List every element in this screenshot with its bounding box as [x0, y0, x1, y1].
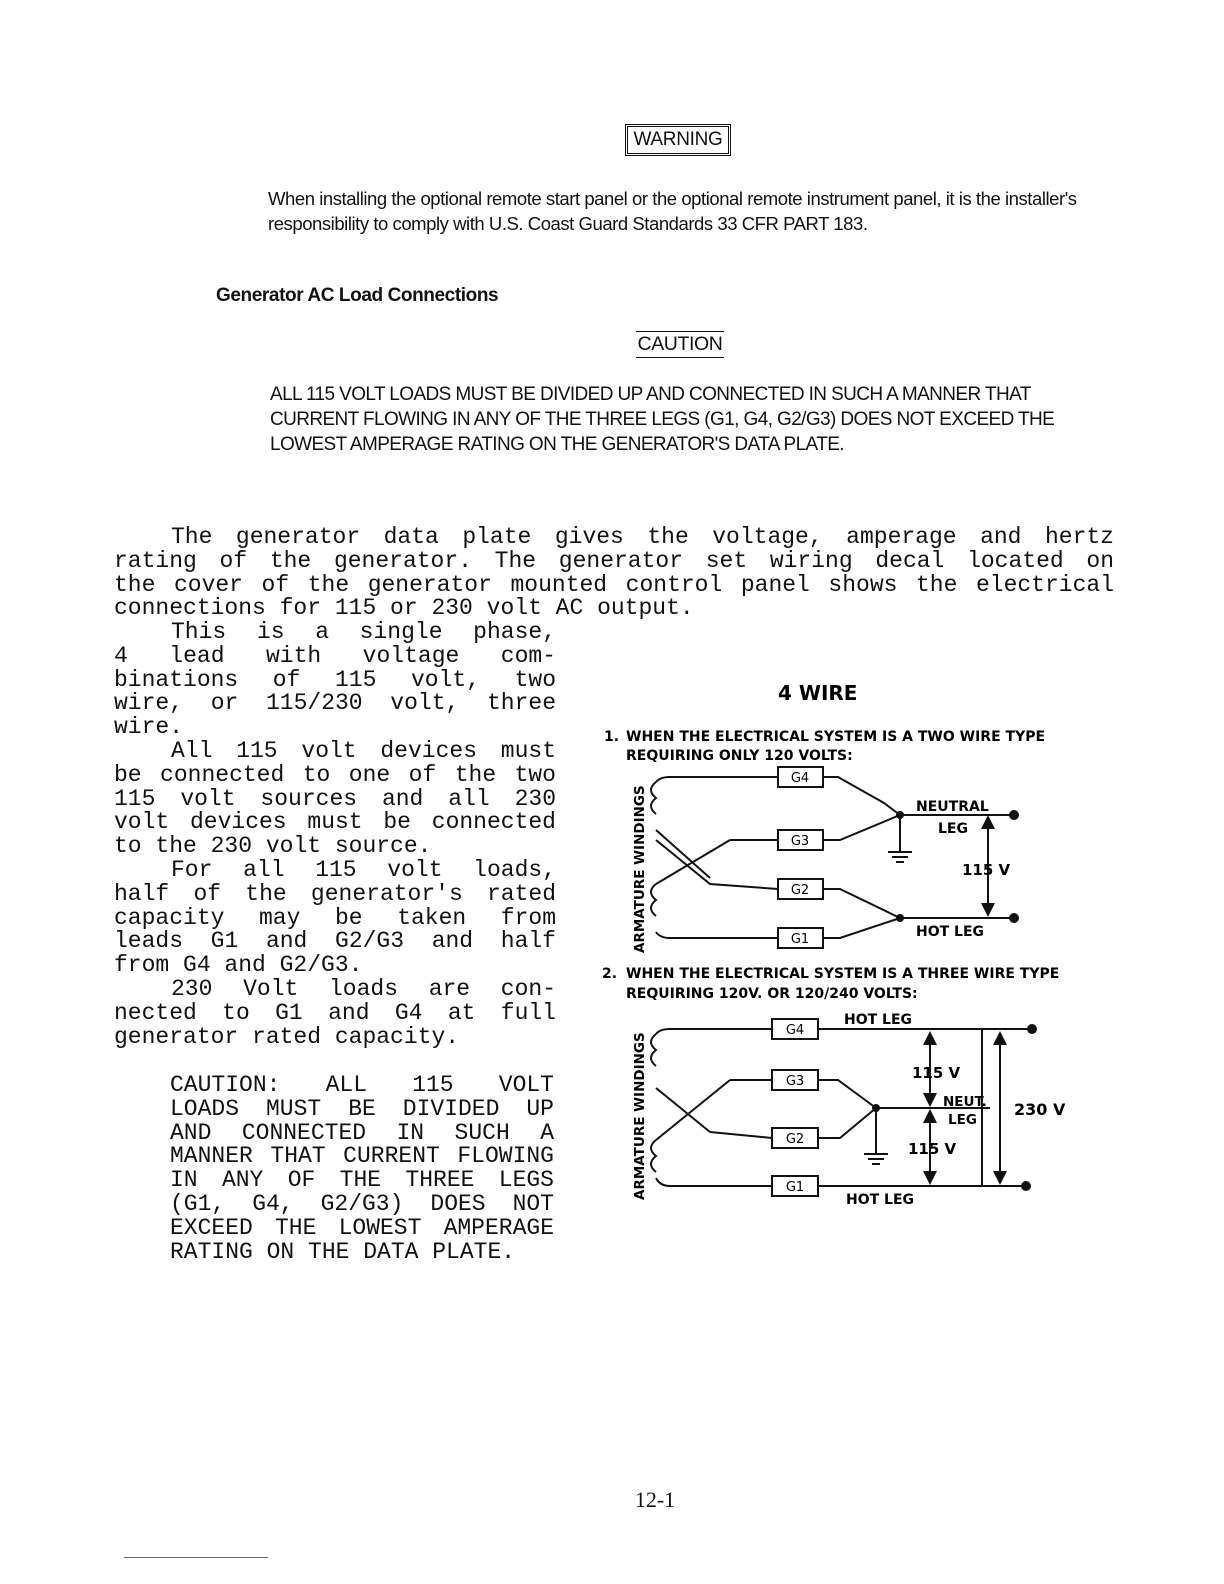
- d1-wire-g1: [656, 932, 778, 938]
- caution-line: EXCEED THE LOWEST AMPERAGE: [170, 1214, 554, 1241]
- d2-voltage-upper: 115 V: [912, 1064, 961, 1082]
- d2-junction: [872, 1104, 880, 1112]
- scan-edge-line: [124, 1557, 268, 1558]
- d2-neut-label: NEUT.: [943, 1094, 987, 1110]
- caution-line: CAUTION: ALL 115 VOLT: [170, 1072, 554, 1098]
- wiring-diagrams: [590, 670, 1110, 1230]
- text-line: nected to G1 and G4 at full: [114, 999, 556, 1026]
- d2-voltage-total: 230 V: [1014, 1100, 1066, 1119]
- caution-label: CAUTION: [636, 331, 724, 358]
- intro-paragraph: [114, 526, 1114, 621]
- d1-side-label: ARMATURE WINDINGS: [632, 785, 648, 953]
- text-line: 230 Volt loads are con-: [171, 975, 556, 1002]
- text-line: from G4 and G2/G3.: [114, 952, 363, 979]
- d1-wire-g2-out: [823, 889, 900, 918]
- caution-line: MANNER THAT CURRENT FLOWING: [170, 1143, 554, 1170]
- text-line: wire, or 115/230 volt, three: [114, 690, 556, 717]
- d2-terminal: [1027, 1024, 1037, 1034]
- d2-hot-leg-top-label: HOT LEG: [844, 1012, 913, 1028]
- text-line: All 115 volt devices must: [171, 737, 556, 764]
- d2-label-g3: G3: [785, 1074, 805, 1089]
- intro-line: The generator data plate gives the voltage, amperage and hertz: [171, 524, 1114, 550]
- intro-line: rating of the generator. The generator set wiring decal located on: [114, 547, 1114, 574]
- text-line: 4 lead with voltage com-: [114, 642, 556, 669]
- page-number: 12-1: [634, 1487, 676, 1512]
- d2-caption-1: WHEN THE ELECTRICAL SYSTEM IS A THREE WIRE TYPE: [626, 966, 1060, 982]
- intro-line: connections for 115 or 230 volt AC output.: [114, 595, 694, 622]
- text-line: binations of 115 volt, two: [114, 666, 556, 693]
- d1-hot-leg-label: HOT LEG: [916, 924, 985, 940]
- text-line: volt devices must be connected: [114, 809, 556, 836]
- warning-label: WARNING: [625, 124, 731, 156]
- d2-side-label: ARMATURE WINDINGS: [632, 1032, 648, 1200]
- d2-number: 2.: [602, 966, 618, 982]
- d1-terminal: [1009, 810, 1019, 820]
- d1-wire-g1-out: [823, 918, 900, 938]
- d1-label-g3: G3: [790, 834, 810, 849]
- d1-terminal: [1009, 913, 1019, 923]
- diagram-three-wire: [602, 966, 1066, 1208]
- d2-coil: [651, 1140, 656, 1172]
- d1-junction: [896, 811, 904, 819]
- section-title: Generator AC Load Connections: [216, 285, 499, 306]
- text-line: For all 115 volt loads,: [171, 856, 556, 883]
- text-line: This is a single phase,: [171, 619, 556, 645]
- d1-leg-label: LEG: [938, 821, 968, 837]
- d2-wire-cross: [656, 1080, 730, 1140]
- text-line: wire.: [114, 714, 184, 741]
- caution-text: ALL 115 VOLT LOADS MUST BE DIVIDED UP AND CONNECTED IN SUCH A MANNER THAT CURRENT FLOWING IN ANY OF THE THREE LEGS (G1, G4, G2/G3) DOES NOT EXCEED THE LOWEST AMPERAGE RATING ON THE GENERATOR'S DATA PLATE.: [270, 384, 1055, 455]
- d2-wire-g4: [656, 1029, 772, 1034]
- d1-voltage-label: 115 V: [962, 861, 1011, 879]
- diagram-title: 4 WIRE: [778, 681, 858, 705]
- d1-label-g2: G2: [790, 883, 810, 898]
- d1-label-g4: G4: [790, 771, 810, 786]
- text-line: to the 230 volt source.: [114, 833, 432, 860]
- d1-label-g1: G1: [790, 932, 810, 947]
- text-line: generator rated capacity.: [114, 1023, 460, 1050]
- d1-wire-cross: [656, 840, 730, 884]
- d2-hot-leg-bottom-label: HOT LEG: [846, 1192, 915, 1208]
- d2-label-g4: G4: [785, 1023, 805, 1038]
- column-text: [114, 621, 556, 1049]
- d2-wire-g2-out: [818, 1108, 876, 1138]
- d2-terminal: [1021, 1181, 1031, 1191]
- d2-caption-2: REQUIRING 120V. OR 120/240 VOLTS:: [626, 986, 918, 1002]
- caution-line: LOADS MUST BE DIVIDED UP: [170, 1095, 554, 1122]
- d2-coil: [651, 1034, 656, 1066]
- d1-junction: [896, 914, 904, 922]
- d2-wire-g2: [710, 1132, 772, 1138]
- caution-line: AND CONNECTED IN SUCH A: [170, 1119, 554, 1146]
- d1-wire-g4: [656, 777, 778, 782]
- d2-wire-g3-cross: [656, 1088, 710, 1132]
- intro-line: the cover of the generator mounted control panel shows the electrical: [114, 571, 1114, 598]
- diagram-two-wire: [604, 729, 1045, 953]
- d2-wire-g3-out: [818, 1080, 876, 1108]
- caution-line: (G1, G4, G2/G3) DOES NOT: [170, 1190, 554, 1217]
- text-line: leads G1 and G2/G3 and half: [114, 928, 556, 955]
- d1-wire-g4-out: [823, 777, 900, 815]
- d1-neutral-label: NEUTRAL: [916, 799, 989, 815]
- text-line: half of the generator's rated: [114, 880, 556, 907]
- d2-label-g1: G1: [785, 1180, 805, 1195]
- d2-ground-icon: [864, 1154, 888, 1164]
- d2-leg-label: LEG: [948, 1112, 977, 1128]
- d1-coil: [651, 782, 656, 814]
- d1-wire-g3-out: [823, 815, 900, 840]
- caution-line: IN ANY OF THE THREE LEGS: [170, 1167, 554, 1194]
- text-line: be connected to one of the two: [114, 761, 556, 788]
- d1-coil: [651, 884, 656, 916]
- d2-label-g2: G2: [785, 1132, 805, 1147]
- d1-caption-2: REQUIRING ONLY 120 VOLTS:: [626, 748, 853, 764]
- warning-text: When installing the optional remote start panel or the optional remote instrument panel, it is the installer's responsibility to comply with U.S. Coast Guard Standards 33 CFR PART 183.: [268, 188, 1077, 234]
- caution-line: RATING ON THE DATA PLATE.: [170, 1238, 516, 1265]
- d1-wire-g3-cross: [656, 830, 710, 878]
- d1-ground-icon: [888, 852, 912, 862]
- column-caution: [170, 1074, 554, 1264]
- d2-voltage-lower: 115 V: [908, 1140, 957, 1158]
- text-line: 115 volt sources and all 230: [114, 785, 556, 812]
- d2-wire-g1: [656, 1178, 772, 1186]
- text-line: capacity may be taken from: [114, 904, 556, 931]
- d1-caption-1: WHEN THE ELECTRICAL SYSTEM IS A TWO WIRE TYPE: [626, 729, 1046, 745]
- d1-number: 1.: [604, 729, 620, 745]
